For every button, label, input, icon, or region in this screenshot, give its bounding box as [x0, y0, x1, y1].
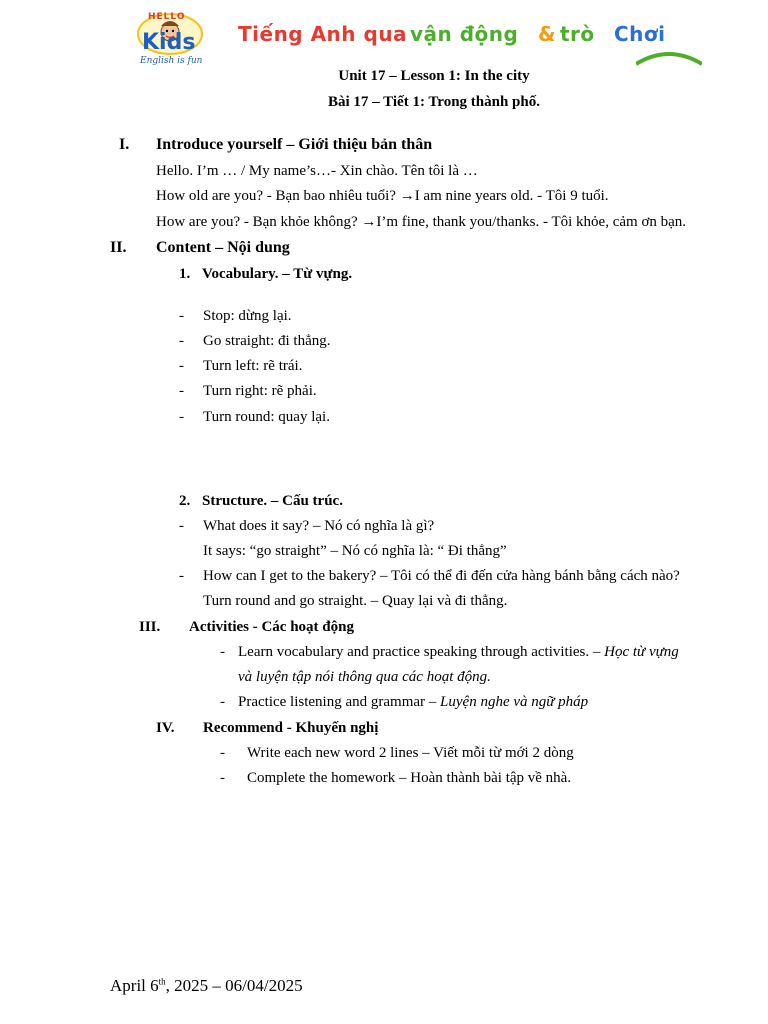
- structure-number: 2.: [179, 493, 191, 509]
- header-banner: [236, 18, 702, 68]
- intro-line1: Hello. I’m … / My name’s…- Xin chào. Tên tôi là …: [156, 163, 478, 179]
- section2-heading: Content – Nội dung: [156, 239, 290, 256]
- structure-question2: How can I get to the bakery? – Tôi có thể đi đến cửa hàng bánh bằng cách nào?: [203, 568, 680, 584]
- section4-heading: Recommend - Khuyến nghị: [203, 720, 379, 736]
- list-dash: -: [179, 333, 184, 349]
- intro-line2: [156, 188, 609, 205]
- banner-part4: Chơi: [614, 22, 666, 46]
- list-dash: -: [179, 308, 184, 324]
- list-dash: -: [179, 568, 184, 584]
- footer-date-rest: , 2025 – 06/04/2025: [165, 976, 303, 995]
- banner-amp: &: [538, 22, 556, 46]
- section3-number: III.: [139, 619, 161, 635]
- vocab-item: Turn right: rẽ phải.: [203, 383, 317, 399]
- footer-date-superscript: th: [158, 976, 166, 987]
- hello-kids-logo: [134, 10, 212, 68]
- section2-number: II.: [110, 239, 127, 256]
- vocab-item: Go straight: đi thẳng.: [203, 333, 331, 349]
- banner-part1: Tiếng Anh qua: [238, 22, 408, 46]
- section3-heading: Activities - Các hoạt động: [189, 619, 354, 635]
- lesson-title: [0, 68, 768, 85]
- activity-item1-italic-cont: và luyện tập nói thông qua các hoạt động.: [238, 669, 491, 685]
- list-dash: -: [220, 745, 225, 761]
- footer-date-text: April 6: [110, 976, 159, 995]
- logo-top-text: HELLO: [148, 12, 186, 22]
- banner-part3: trò: [560, 22, 595, 46]
- title-line1: Unit 17 – Lesson 1: In the city: [338, 68, 530, 84]
- recommend-item: Write each new word 2 lines – Viết mỗi từ mới 2 dòng: [247, 745, 574, 761]
- activity-item1-text: Learn vocabulary and practice speaking through activities. –: [238, 644, 605, 660]
- list-dash: -: [179, 409, 184, 425]
- logo-tagline: English is fun: [140, 56, 203, 66]
- intro-line3-answer: I’m fine, thank you/thanks. - Tôi khỏe, cảm ơn bạn.: [376, 214, 687, 230]
- vocab-number: 1.: [179, 266, 191, 282]
- section1-heading: Introduce yourself – Giới thiệu bản thân: [156, 136, 433, 153]
- intro-line3-question: How are you? - Bạn khỏe không?: [156, 214, 362, 230]
- section4-number: IV.: [156, 720, 175, 736]
- footer-date: [110, 976, 303, 996]
- activity-item2-italic: Luyện nghe và ngữ pháp: [440, 694, 589, 710]
- structure-answer1: It says: “go straight” – Nó có nghĩa là: “ Đi thẳng”: [203, 543, 507, 559]
- logo-main-text: Kids: [142, 30, 196, 55]
- arrow-right-icon: →: [361, 214, 377, 230]
- vocab-item: Stop: dừng lại.: [203, 308, 292, 324]
- vocab-item: Turn left: rẽ trái.: [203, 358, 303, 374]
- list-dash: -: [179, 518, 184, 534]
- intro-line2-answer: I am nine years old. - Tôi 9 tuổi.: [414, 188, 609, 204]
- structure-answer2: Turn round and go straight. – Quay lại và đi thẳng.: [203, 593, 508, 609]
- grass-decoration: [636, 46, 702, 66]
- intro-line2-question: How old are you? - Bạn bao nhiêu tuổi?: [156, 188, 400, 204]
- list-dash: -: [179, 383, 184, 399]
- intro-line3: [156, 214, 686, 231]
- arrow-right-icon: →: [399, 188, 415, 204]
- activity-item2: [238, 694, 588, 711]
- banner-part2: vận động: [410, 22, 519, 46]
- recommend-item: Complete the homework – Hoàn thành bài tập về nhà.: [247, 770, 572, 786]
- list-dash: -: [220, 770, 225, 786]
- title-line2: Bài 17 – Tiết 1: Trong thành phố.: [327, 94, 540, 110]
- structure-question1: What does it say? – Nó có nghĩa là gì?: [203, 518, 435, 534]
- activity-item2-text: Practice listening and grammar –: [238, 694, 441, 710]
- list-dash: -: [220, 694, 225, 710]
- list-dash: -: [220, 644, 225, 660]
- vocab-item: Turn round: quay lại.: [203, 409, 330, 425]
- structure-heading: Structure. – Cấu trúc.: [202, 493, 343, 509]
- activity-item1-italic: Học từ vựng: [604, 644, 679, 660]
- activity-item1: [238, 644, 679, 661]
- section1-number: I.: [119, 136, 130, 153]
- list-dash: -: [179, 358, 184, 374]
- vocab-heading: Vocabulary. – Từ vựng.: [202, 266, 353, 282]
- lesson-title-vi: [0, 94, 768, 111]
